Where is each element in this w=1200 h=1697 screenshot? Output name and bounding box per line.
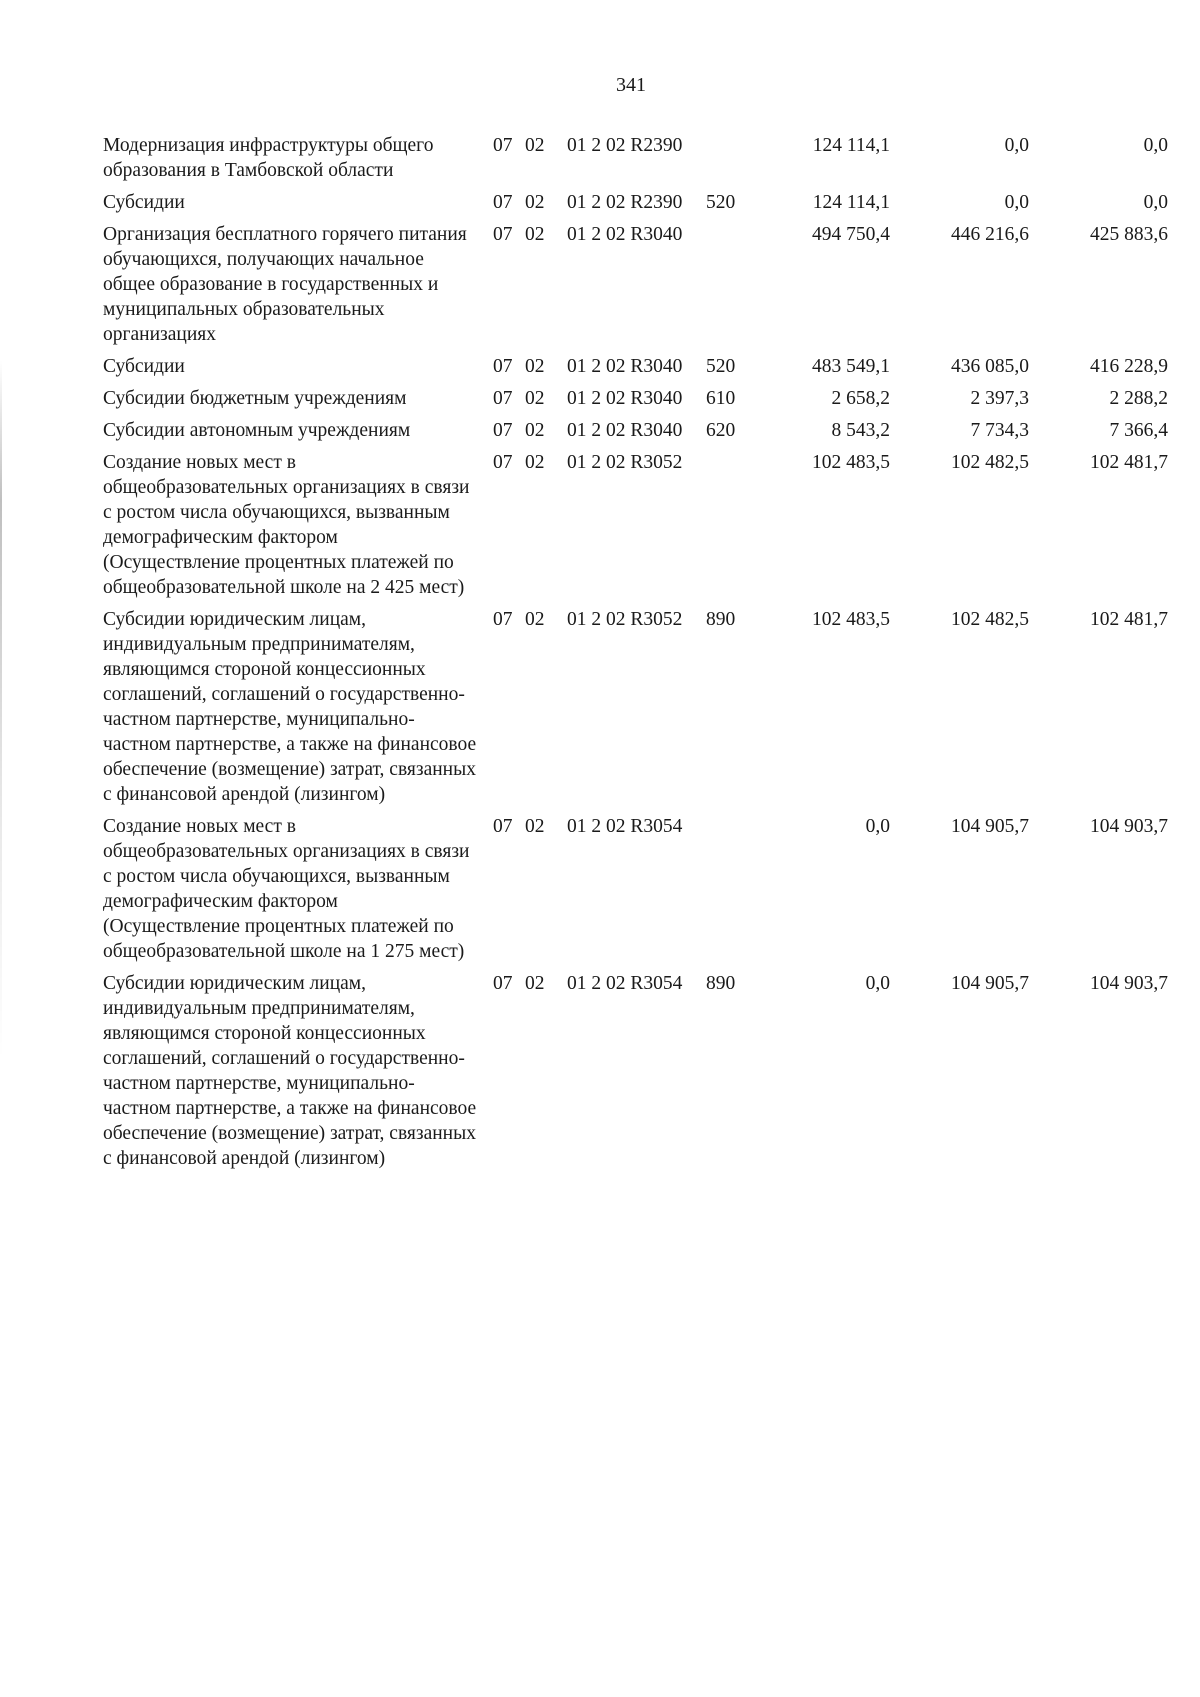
- amount-year2-cell: 102 482,5: [951, 452, 1029, 473]
- section-code-cell: 07: [493, 224, 513, 245]
- expense-type-cell: [702, 814, 762, 971]
- target-article-cell: 01 2 02 R2390: [567, 135, 683, 156]
- subsection-code-cell: 02: [525, 816, 545, 837]
- table-row: [103, 607, 1168, 814]
- table-row: [103, 450, 1168, 607]
- amount-year1-cell: 0,0: [865, 973, 890, 994]
- expense-type-cell: 520: [706, 356, 736, 377]
- target-article-cell: 01 2 02 R3040: [567, 356, 683, 377]
- amount-year2-cell: 104 905,7: [951, 816, 1029, 837]
- amount-year3-cell: 104 903,7: [1090, 973, 1168, 994]
- target-article-cell: 01 2 02 R3040: [567, 224, 683, 245]
- target-article-cell: 01 2 02 R3054: [567, 816, 683, 837]
- table-row: [103, 971, 1168, 1178]
- expense-type-cell: 620: [706, 420, 736, 441]
- table-row: [103, 222, 1168, 354]
- subsection-code-cell: 02: [525, 420, 545, 441]
- expense-type-cell: [702, 133, 762, 190]
- amount-year2-cell: 0,0: [1004, 192, 1029, 213]
- subsection-code-cell: 02: [525, 609, 545, 630]
- amount-year2-cell: 446 216,6: [951, 224, 1029, 245]
- target-article-cell: 01 2 02 R3040: [567, 388, 683, 409]
- subsection-code-cell: 02: [525, 356, 545, 377]
- subsection-code-cell: 02: [525, 192, 545, 213]
- amount-year3-cell: 104 903,7: [1090, 816, 1168, 837]
- amount-year1-cell: 483 549,1: [812, 356, 890, 377]
- target-article-cell: 01 2 02 R2390: [567, 192, 683, 213]
- amount-year2-cell: 102 482,5: [951, 609, 1029, 630]
- section-code-cell: 07: [493, 609, 513, 630]
- subsection-code-cell: 02: [525, 973, 545, 994]
- expense-name-cell: Субсидии: [103, 192, 185, 213]
- amount-year1-cell: 8 543,2: [831, 420, 890, 441]
- expense-type-cell: [702, 222, 762, 354]
- section-code-cell: 07: [493, 192, 513, 213]
- amount-year3-cell: 7 366,4: [1109, 420, 1168, 441]
- expense-name-cell: Субсидии автономным учреждениям: [103, 420, 411, 441]
- amount-year3-cell: 2 288,2: [1109, 388, 1168, 409]
- amount-year1-cell: 102 483,5: [812, 609, 890, 630]
- amount-year1-cell: 124 114,1: [812, 192, 890, 213]
- amount-year3-cell: 416 228,9: [1090, 356, 1168, 377]
- expense-name-cell: Модернизация инфраструктуры общего образования в Тамбовской области: [103, 135, 434, 181]
- table-row: [103, 814, 1168, 971]
- table-row: [103, 133, 1168, 190]
- amount-year2-cell: 0,0: [1004, 135, 1029, 156]
- amount-year3-cell: 102 481,7: [1090, 452, 1168, 473]
- amount-year2-cell: 7 734,3: [970, 420, 1029, 441]
- amount-year3-cell: 425 883,6: [1090, 224, 1168, 245]
- section-code-cell: 07: [493, 452, 513, 473]
- expense-name-cell: Субсидии юридическим лицам, индивидуальным предпринимателям, являющимся стороной концессионных соглашений, соглашений о государственно-частном партнерстве, муниципально-частном партнерстве, а также на финансовое обеспечение (возмещение) затрат, связанных с финансовой арендой (лизингом): [103, 973, 477, 1169]
- section-code-cell: 07: [493, 973, 513, 994]
- expense-type-cell: [702, 450, 762, 607]
- expense-type-cell: 520: [706, 192, 736, 213]
- subsection-code-cell: 02: [525, 135, 545, 156]
- expense-name-cell: Субсидии юридическим лицам, индивидуальным предпринимателям, являющимся стороной концессионных соглашений, соглашений о государственно-частном партнерстве, муниципально-частном партнерстве, а также на финансовое обеспечение (возмещение) затрат, связанных с финансовой арендой (лизингом): [103, 609, 477, 805]
- amount-year1-cell: 102 483,5: [812, 452, 890, 473]
- target-article-cell: 01 2 02 R3054: [567, 973, 683, 994]
- table-row: [103, 190, 1168, 222]
- amount-year1-cell: 0,0: [865, 816, 890, 837]
- target-article-cell: 01 2 02 R3052: [567, 452, 683, 473]
- table-row: [103, 386, 1168, 418]
- section-code-cell: 07: [493, 816, 513, 837]
- section-code-cell: 07: [493, 420, 513, 441]
- section-code-cell: 07: [493, 135, 513, 156]
- amount-year1-cell: 2 658,2: [831, 388, 890, 409]
- expense-name-cell: Создание новых мест в общеобразовательных организациях в связи с ростом числа обучающихся, вызванным демографическим фактором (Осуществление процентных платежей по общеобразовательной школе на 1 275 мест): [103, 816, 470, 962]
- expense-type-cell: 610: [706, 388, 736, 409]
- expense-name-cell: Создание новых мест в общеобразовательных организациях в связи с ростом числа обучающихся, вызванным демографическим фактором (Осуществление процентных платежей по общеобразовательной школе на 2 425 мест): [103, 452, 470, 598]
- amount-year2-cell: 104 905,7: [951, 973, 1029, 994]
- subsection-code-cell: 02: [525, 224, 545, 245]
- amount-year1-cell: 124 114,1: [812, 135, 890, 156]
- amount-year3-cell: 0,0: [1143, 192, 1168, 213]
- table-row: [103, 354, 1168, 386]
- expense-name-cell: Субсидии: [103, 356, 185, 377]
- expense-name-cell: Субсидии бюджетным учреждениям: [103, 388, 407, 409]
- scan-edge-shadow: [0, 360, 2, 1060]
- section-code-cell: 07: [493, 356, 513, 377]
- subsection-code-cell: 02: [525, 388, 545, 409]
- page-number: 341: [616, 74, 646, 96]
- amount-year3-cell: 102 481,7: [1090, 609, 1168, 630]
- amount-year3-cell: 0,0: [1143, 135, 1168, 156]
- expense-name-cell: Организация бесплатного горячего питания обучающихся, получающих начальное общее образование в государственных и муниципальных образовательных организациях: [103, 224, 467, 345]
- table-row: [103, 418, 1168, 450]
- expense-type-cell: 890: [706, 973, 736, 994]
- table-body: [103, 133, 1168, 1178]
- amount-year2-cell: 2 397,3: [970, 388, 1029, 409]
- amount-year2-cell: 436 085,0: [951, 356, 1029, 377]
- section-code-cell: 07: [493, 388, 513, 409]
- amount-year1-cell: 494 750,4: [812, 224, 890, 245]
- subsection-code-cell: 02: [525, 452, 545, 473]
- expense-type-cell: 890: [706, 609, 736, 630]
- budget-table: [103, 133, 1168, 1178]
- target-article-cell: 01 2 02 R3040: [567, 420, 683, 441]
- target-article-cell: 01 2 02 R3052: [567, 609, 683, 630]
